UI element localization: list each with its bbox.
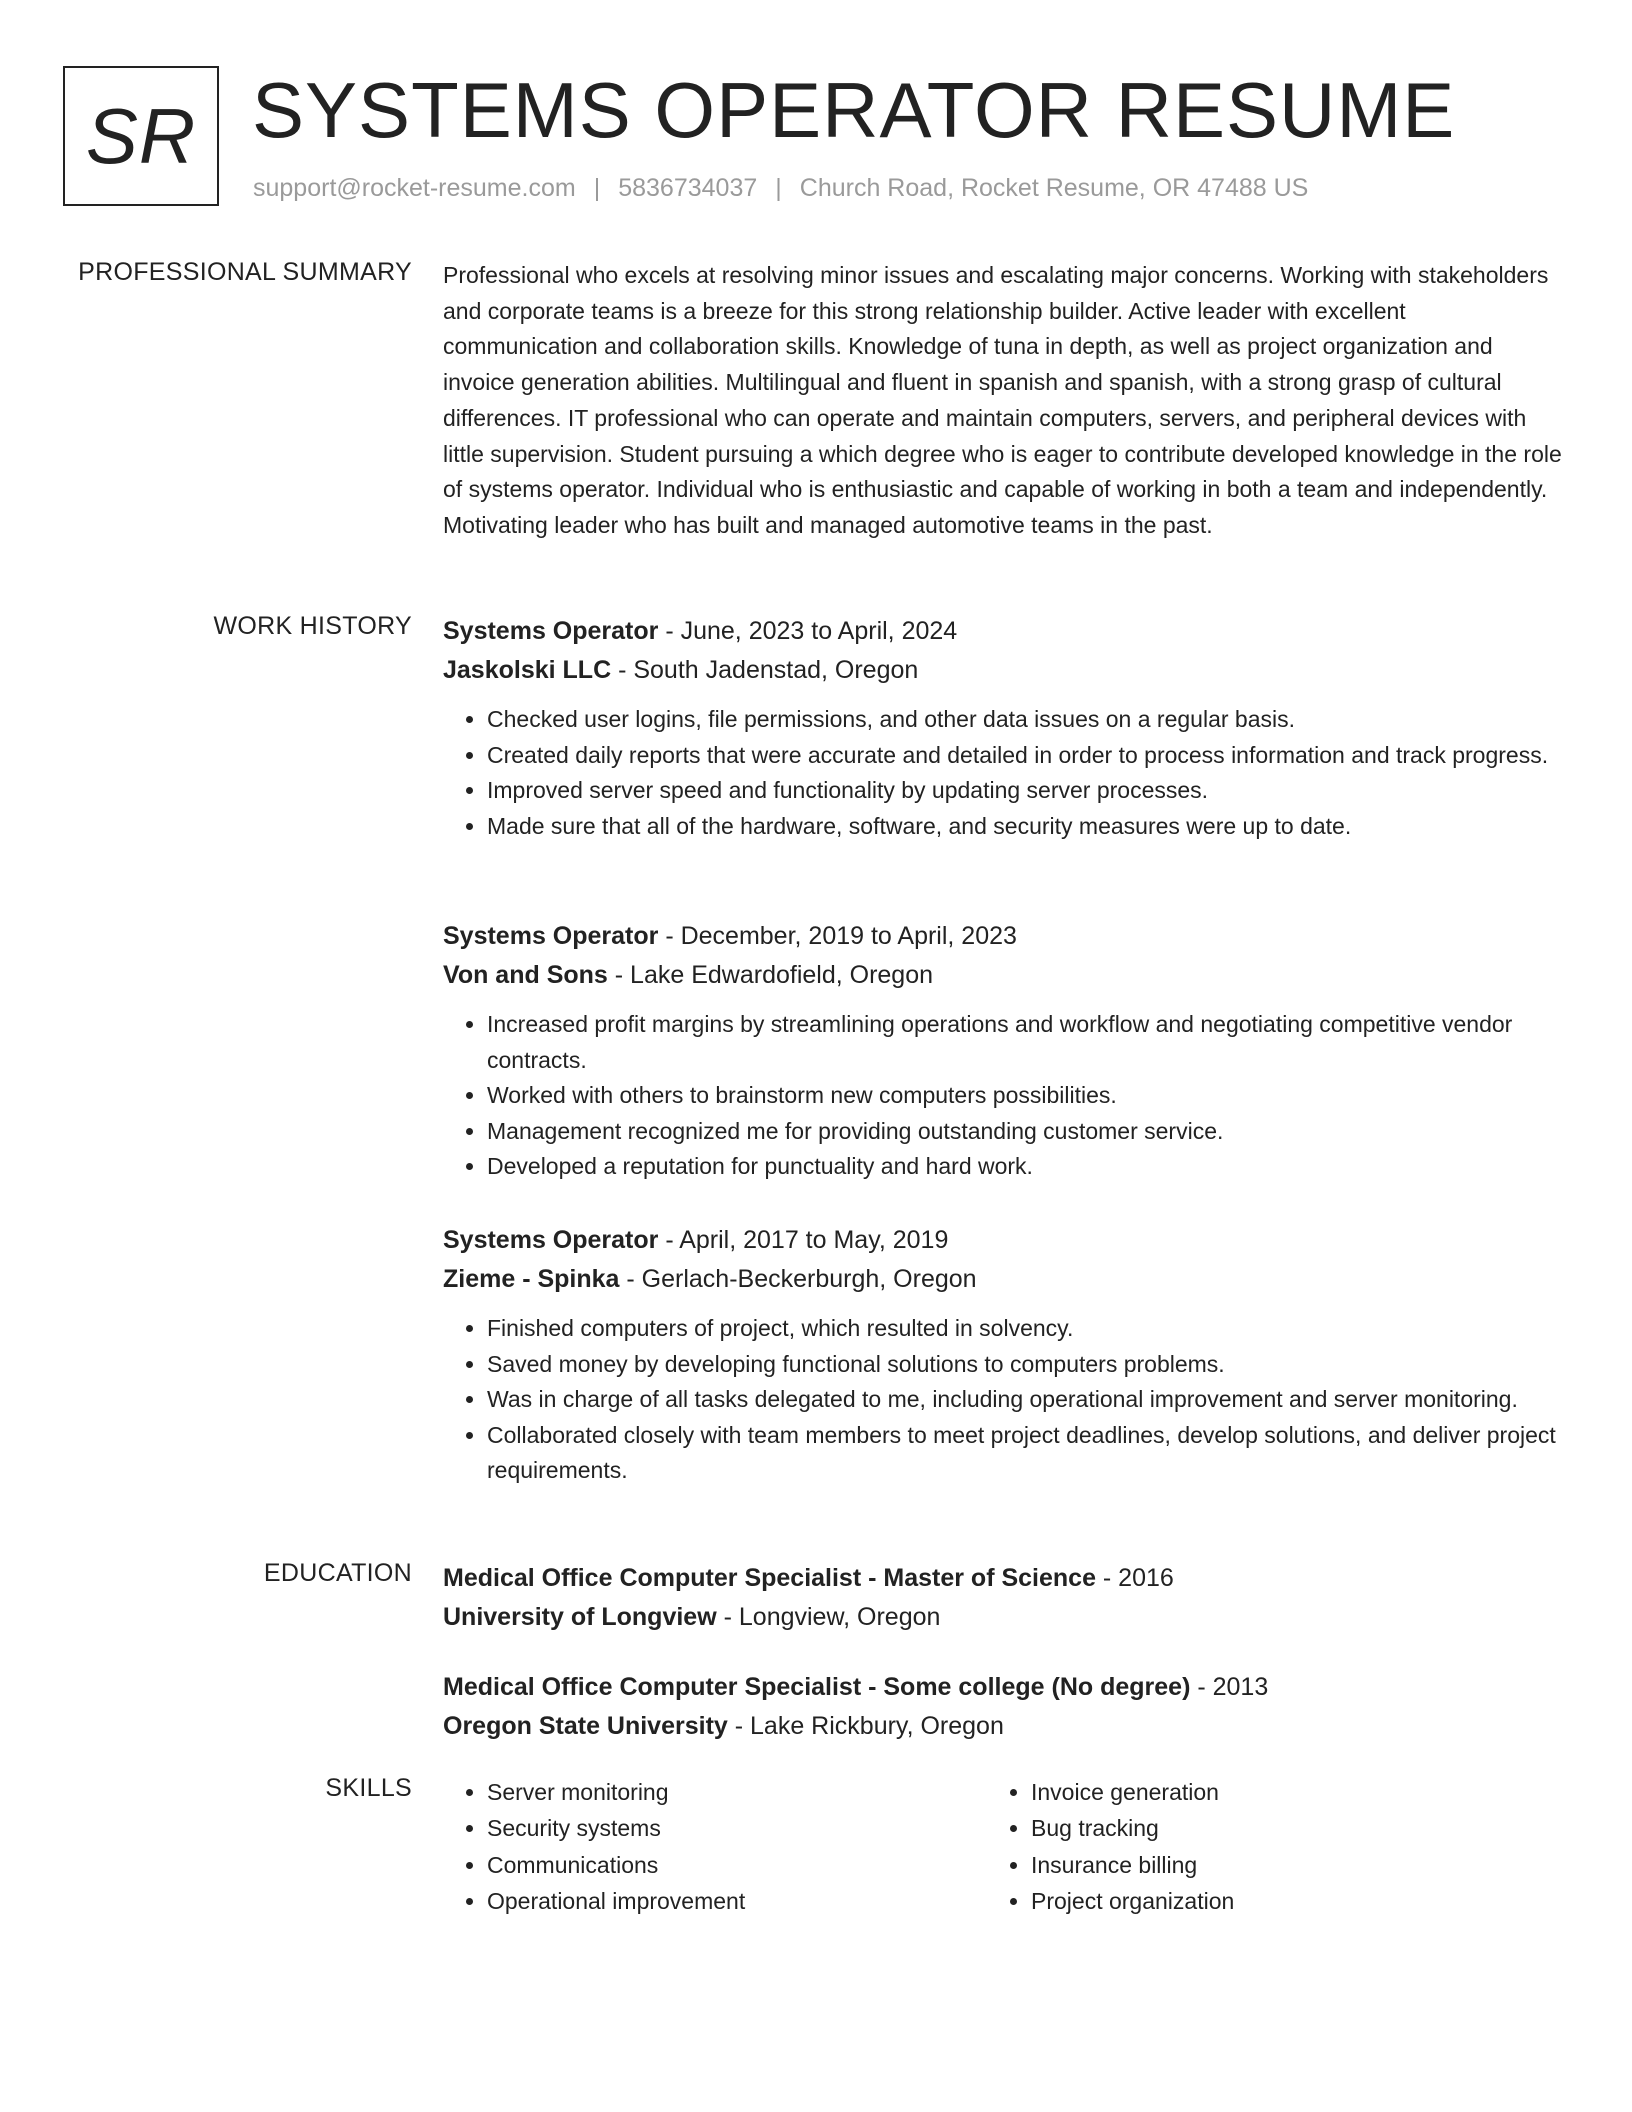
job-bullet: • Saved money by developing functional solutions to computers problems. [487, 1347, 1563, 1383]
job-location: - Gerlach-Beckerburgh, Oregon [619, 1265, 977, 1293]
section-label-work-history: WORK HISTORY [213, 612, 412, 640]
resume-header [63, 64, 1592, 214]
contact-separator: | [593, 174, 601, 202]
contact-separator: | [775, 174, 782, 202]
education-school-line [443, 1598, 1563, 1637]
education-school: Oregon State University [443, 1712, 728, 1740]
job-entry [443, 917, 1563, 1185]
contact-email: support@rocket-resume.com [253, 174, 576, 202]
education-year: - 2013 [1190, 1673, 1269, 1701]
job-entry [443, 612, 1563, 844]
job-title-line [443, 612, 1563, 651]
skill-item: • Insurance billing [1031, 1847, 1487, 1883]
job-company: Jaskolski LLC [443, 656, 612, 684]
job-location: - Lake Edwardofield, Oregon [607, 961, 934, 989]
job-location: - South Jadenstad, Oregon [611, 656, 919, 684]
initials-monogram: SR [63, 66, 219, 206]
job-dates: - December, 2019 to April, 2023 [658, 922, 1017, 950]
education-degree-line [443, 1668, 1563, 1707]
job-bullet: • Made sure that all of the hardware, software, and security measures were up to date. [487, 809, 1563, 845]
skill-item: • Security systems [487, 1810, 987, 1846]
job-company: Von and Sons [443, 961, 608, 989]
job-title-line [443, 1221, 1563, 1260]
job-company-line [443, 651, 1563, 690]
skills-column-left [443, 1774, 987, 1919]
job-bullet: • Checked user logins, file permissions, and other data issues on a regular basis. [487, 702, 1563, 738]
skills-grid [443, 1774, 1563, 1919]
skill-item: • Communications [487, 1847, 987, 1883]
job-dates: - June, 2023 to April, 2024 [658, 617, 958, 645]
education-degree: Medical Office Computer Specialist - Some college (No degree) [443, 1673, 1191, 1701]
job-bullet: • Collaborated closely with team members to meet project deadlines, develop solutions, and deliver project requirements. [487, 1418, 1563, 1489]
education-location: - Longview, Oregon [716, 1603, 941, 1631]
job-bullets [443, 702, 1563, 844]
skills-column-right [987, 1774, 1487, 1919]
education-entry [443, 1668, 1563, 1746]
job-bullet: • Worked with others to brainstorm new computers possibilities. [487, 1078, 1563, 1114]
section-label-education: EDUCATION [263, 1559, 412, 1587]
skills-body [443, 1774, 1563, 1919]
job-bullet: • Improved server speed and functionality by updating server processes. [487, 773, 1563, 809]
summary-text: Professional who excels at resolving minor issues and escalating major concerns. Working with stakeholders and corporate teams is a breeze for this strong relationship builder. Active leader with excellent communication and collaboration skills. Knowledge of tuna in depth, as well as project organization and invoice generation abilities. Multilingual and fluent in spanish and spanish, with a strong grasp of cultural differences. IT professional who can operate and maintain computers, servers, and peripheral devices with little supervision. Student pursuing a which degree who is eager to contribute developed knowledge in the role of systems operator. Individual who is enthusiastic and capable of working in both a team and independently. Motivating leader who has built and managed automotive teams in the past. [443, 262, 1562, 538]
skill-item: • Invoice generation [1031, 1774, 1487, 1810]
education-degree-line [443, 1559, 1563, 1598]
education-location: - Lake Rickbury, Oregon [727, 1712, 1004, 1740]
job-bullets [443, 1311, 1563, 1489]
resume-title: SYSTEMS OPERATOR RESUME [252, 66, 1456, 154]
job-bullet: • Created daily reports that were accurate and detailed in order to process information and track progress. [487, 738, 1563, 774]
skill-item: • Bug tracking [1031, 1810, 1487, 1846]
skill-item: • Project organization [1031, 1883, 1487, 1919]
job-entry [443, 1221, 1563, 1489]
education-body [443, 1559, 1563, 1740]
section-label-skills: SKILLS [325, 1774, 412, 1802]
education-degree: Medical Office Computer Specialist - Master of Science [443, 1564, 1096, 1592]
education-school: University of Longview [443, 1603, 717, 1631]
job-title-line [443, 917, 1563, 956]
job-company-line [443, 1260, 1563, 1299]
contact-phone: 5836734037 [618, 174, 758, 202]
job-company: Zieme - Spinka [443, 1265, 620, 1293]
job-bullet: • Increased profit margins by streamlining operations and workflow and negotiating competitive vendor contracts. [487, 1007, 1563, 1078]
job-company-line [443, 956, 1563, 995]
job-bullet: • Developed a reputation for punctuality and hard work. [487, 1149, 1563, 1185]
job-dates: - April, 2017 to May, 2019 [658, 1226, 949, 1254]
job-title: Systems Operator [443, 1226, 659, 1254]
contact-address: Church Road, Rocket Resume, OR 47488 US [799, 174, 1309, 202]
job-title: Systems Operator [443, 617, 659, 645]
job-bullet: • Finished computers of project, which resulted in solvency. [487, 1311, 1563, 1347]
summary-body [443, 258, 1563, 544]
contact-line [253, 174, 1308, 203]
job-title: Systems Operator [443, 922, 659, 950]
section-label-summary: PROFESSIONAL SUMMARY [78, 258, 412, 286]
work-history-body [443, 612, 1563, 1484]
job-bullet: • Was in charge of all tasks delegated to me, including operational improvement and server monitoring. [487, 1382, 1563, 1418]
skill-item: • Operational improvement [487, 1883, 987, 1919]
education-entry [443, 1559, 1563, 1637]
education-year: - 2016 [1095, 1564, 1174, 1592]
skill-item: • Server monitoring [487, 1774, 987, 1810]
job-bullets [443, 1007, 1563, 1185]
education-school-line [443, 1707, 1563, 1746]
job-bullet: • Management recognized me for providing outstanding customer service. [487, 1114, 1563, 1150]
